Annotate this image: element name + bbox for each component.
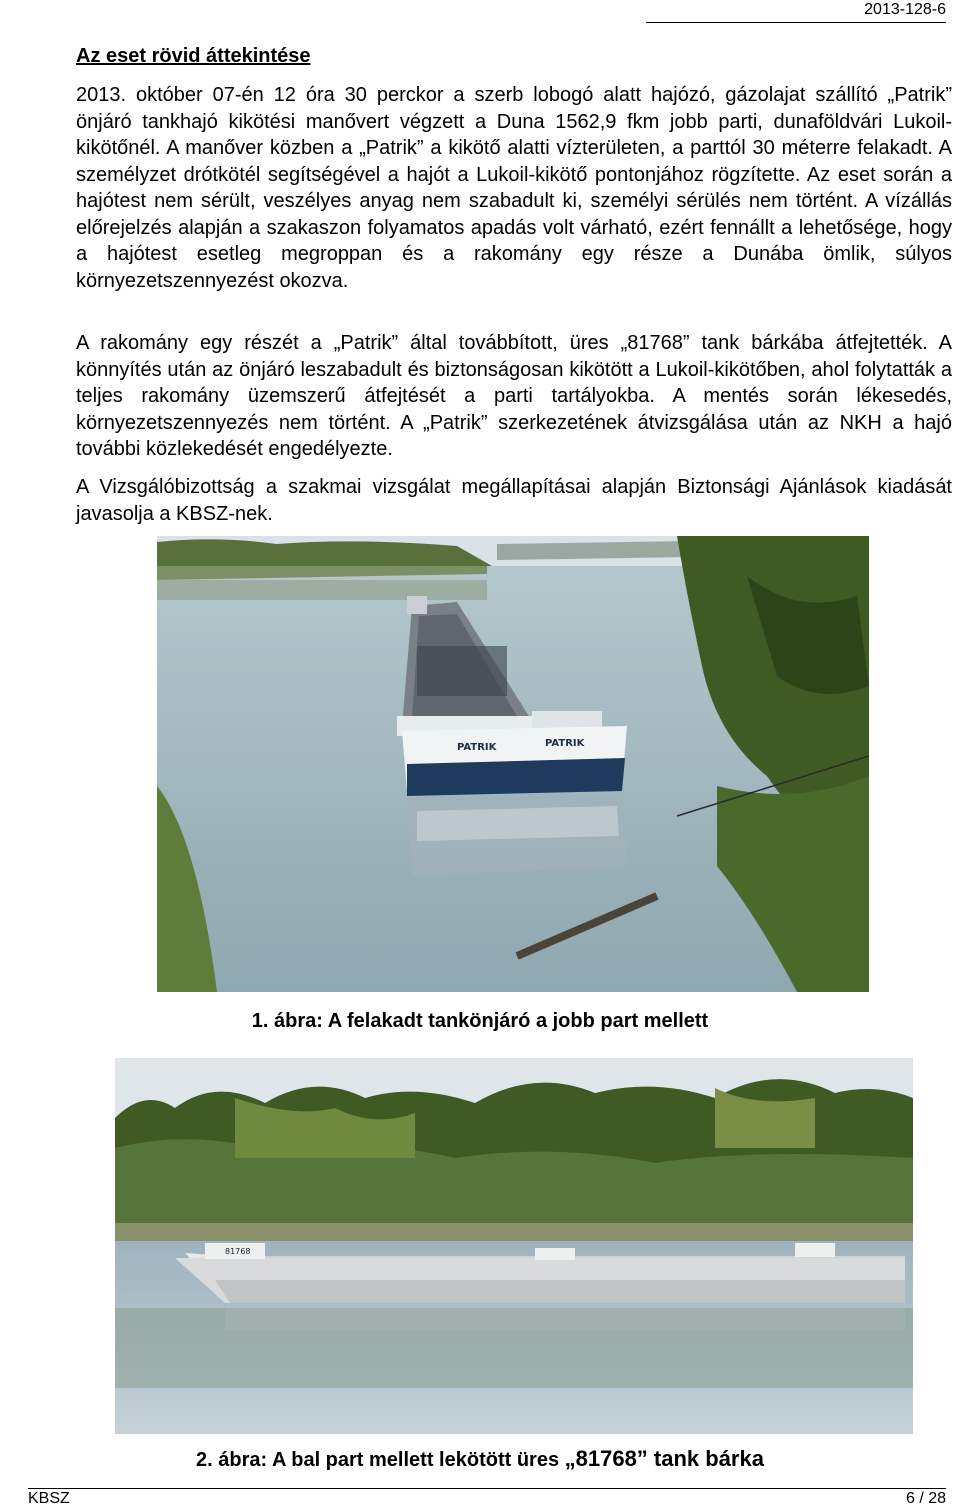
section-title: Az eset rövid áttekintése xyxy=(76,45,311,67)
figure-2-caption-name: „81768” tank bárka xyxy=(564,1446,764,1471)
figure-2-caption xyxy=(0,1446,960,1473)
report-id: 2013-128-6 xyxy=(646,0,946,23)
figure-2-barge-photo xyxy=(115,1058,913,1434)
figure-1-caption: 1. ábra: A felakadt tankönjáró a jobb part mellett xyxy=(251,1010,709,1032)
paragraph-recommendation: A Vizsgálóbizottság a szakmai vizsgálat megállapításai alapján Biztonsági Ajánlások kiadását javasolja a KBSZ-nek. xyxy=(76,476,952,525)
footer-page-number: 6 / 28 xyxy=(905,1490,946,1507)
figure-1-tanker-photo xyxy=(157,536,869,992)
tanker-hull-label-right: PATRIK xyxy=(545,738,585,749)
paragraph-cargo-transfer: A rakomány egy részét a „Patrik” által továbbított, üres „81768” tank bárkába átfejtették. A könnyítés után az önjáró leszabadult és biztonságosan kikötött a Lukoil-kikötőben, ahol folytatták a teljes rakomány üzemszerű átfejtését a parti tartályokba. A mentés során lékesedés, környezetszennyezés nem történt. A „Patrik” szerkezetének átvizsgálása után az NKH a hajó további közlekedését engedélyezte. xyxy=(76,332,952,460)
footer-divider xyxy=(28,1488,946,1489)
barge-hull-label: 81768 xyxy=(225,1247,251,1256)
tanker-hull-label: PATRIK xyxy=(457,742,497,753)
paragraph-incident-summary: 2013. október 07-én 12 óra 30 perckor a szerb lobogó alatt hajózó, gázolajat szállító „Patrik” önjáró tankhajó kikötési manővert végzett a Duna 1562,9 fkm jobb parti, dunaföldvári Lukoil-kikötőnél. A manőver közben a „Patrik” a kikötő alatti vízterületen, a parttól 30 méterre felakadt. A személyzet drótkötél segítségével a hajót a Lukoil-kikötő pontonjához rögzítette. Az eset során a hajótest nem sérült, veszélyes anyag nem szabadult ki, személyi sérülés nem történt. A vízállás előrejelzés alapján a szakaszon folyamatos apadás volt várható, ezért fennállt a lehetősége, hogy a hajótest esetleg megroppan és a rakomány egy része a Dunába ömlik, súlyos környezetszennyezést okozva. xyxy=(76,84,952,292)
figure-2-caption-prefix: 2. ábra: A bal part mellett lekötött üres xyxy=(196,1449,565,1471)
footer-org: KBSZ xyxy=(28,1490,70,1507)
